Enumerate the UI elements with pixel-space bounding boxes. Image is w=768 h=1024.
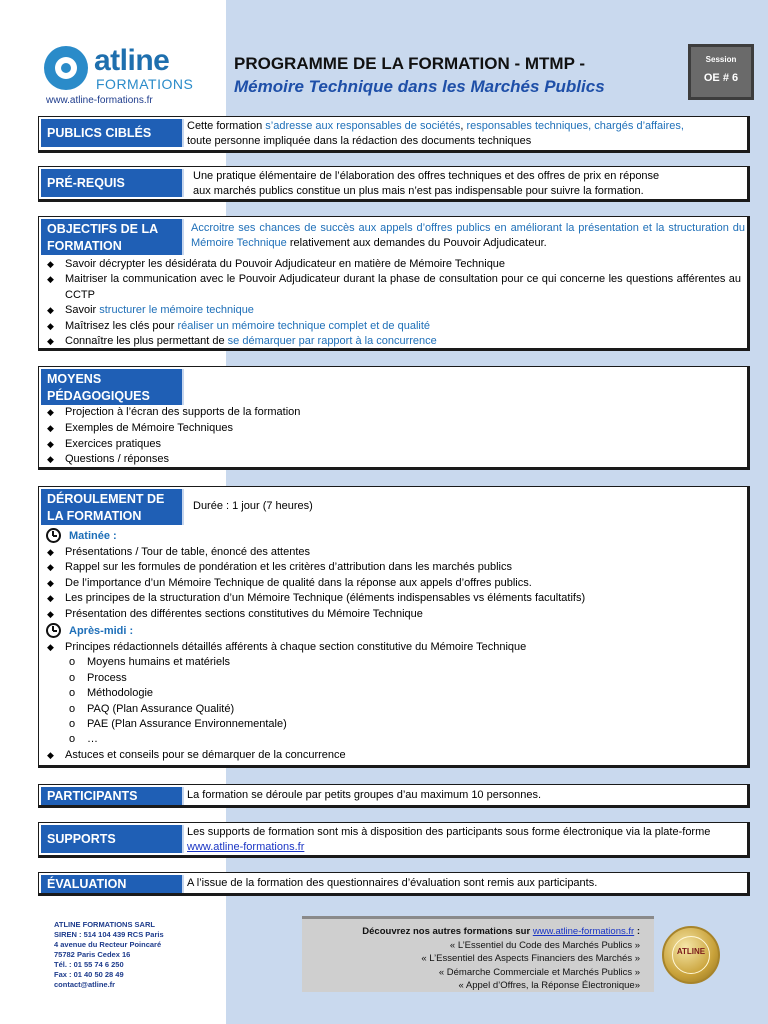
section-publics xyxy=(38,116,750,153)
section-label-moyens: MOYENS PÉDAGOGIQUES xyxy=(41,369,184,405)
deroulement-duree: Durée : 1 jour (7 heures) xyxy=(193,500,313,512)
list-item: ◆ Savoir décrypter les désidérata du Pouvoir Adjudicateur en matière de Mémoire Technique xyxy=(47,258,506,270)
footer-course-link[interactable]: « L’Essentiel des Aspects Financiers des Marchés » xyxy=(421,953,640,964)
list-item: ◆ Exercices pratiques xyxy=(47,437,161,450)
footer-course-link[interactable]: « L’Essentiel du Code des Marchés Publics » xyxy=(449,939,640,951)
sub-list-item: o Moyens humains et matériels xyxy=(69,656,231,669)
list-item: ◆ Présentation des différentes sections constitutives du Mémoire Technique xyxy=(47,607,423,620)
contact-email-link[interactable]: contact@atline.fr xyxy=(54,980,116,989)
supports-text: Les supports de formation sont mis à disposition des participants sous forme électronique via la plate-forme www.atline-formations.fr xyxy=(187,826,711,853)
section-label-prerequis: PRÉ-REQUIS xyxy=(41,169,184,197)
sub-list-item: o Méthodologie xyxy=(69,687,154,700)
site-url-link[interactable]: www.atline-formations.fr xyxy=(46,95,153,106)
list-item: ◆ Savoir structurer le mémoire technique xyxy=(47,304,254,317)
section-moyens xyxy=(38,366,750,470)
section-supports xyxy=(38,822,750,858)
section-label-supports: SUPPORTS xyxy=(41,825,184,853)
evaluation-text: A l’issue de la formation des questionnaires d’évaluation sont remis aux participants. xyxy=(187,877,598,889)
list-item: ◆ Les principes de la structuration d’un Mémoire Technique (éléments indispensables vs éléments facultatifs) xyxy=(47,592,586,605)
list-item: ◆ Maîtrisez les clés pour réaliser un mémoire technique complet et de qualité xyxy=(47,319,431,332)
section-label-publics: PUBLICS CIBLÉS xyxy=(41,119,184,147)
logo-mark-icon xyxy=(44,46,88,90)
session-code: OE # 6 xyxy=(703,72,739,84)
section-label-deroulement: DÉROULEMENT DE LA FORMATION xyxy=(41,489,184,525)
footer-discover: Découvrez nos autres formations sur www.atline-formations.fr : xyxy=(362,926,640,937)
footer-course-link[interactable]: « Démarche Commerciale et Marchés Publics » xyxy=(438,966,640,978)
section-label-participants: PARTICIPANTS xyxy=(41,787,184,805)
objectifs-list xyxy=(45,257,741,349)
list-item: ◆ Connaître les plus permettant de se démarquer par rapport à la concurrence xyxy=(47,335,437,348)
section-deroulement xyxy=(38,486,750,768)
supports-link[interactable]: www.atline-formations.fr xyxy=(187,841,305,853)
list-item: ◆ Astuces et conseils pour se démarquer de la concurrence xyxy=(47,748,346,761)
section-evaluation xyxy=(38,872,750,896)
prerequis-text: Une pratique élémentaire de l’élaboration des offres techniques et des offres de prix en réponse aux marchés publics constitue un plus mais n’est pas indispensable pour suivre la formation. xyxy=(193,170,660,197)
matinee-heading: Matinée : xyxy=(45,527,741,545)
clock-icon xyxy=(46,623,61,638)
list-item: ◆ Rappel sur les formules de pondération et les critères d’attribution dans les marchés publics xyxy=(47,561,512,574)
list-item: ◆ De l’importance d’un Mémoire Technique de qualité dans la réponse aux appels d’offres publics. xyxy=(47,576,532,589)
session-badge xyxy=(688,44,754,100)
session-label: Session xyxy=(705,55,737,64)
section-objectifs xyxy=(38,216,750,351)
list-item: ◆ Présentations / Tour de table, énoncé des attentes xyxy=(47,546,311,558)
section-label-evaluation: ÉVALUATION xyxy=(41,875,184,893)
participants-text: La formation se déroule par petits groupes d’au maximum 10 personnes. xyxy=(187,789,542,801)
list-item: ◆ Principes rédactionnels détaillés afférents à chaque section constitutive du Mémoire Technique xyxy=(47,641,527,654)
deroulement-list xyxy=(45,527,741,763)
logo-name: atline xyxy=(94,44,170,77)
section-label-objectifs: OBJECTIFS DE LA FORMATION xyxy=(41,219,184,255)
sub-list-item: o … xyxy=(69,733,98,746)
footer-course-link[interactable]: « Appel d’Offres, la Réponse Électronique» xyxy=(458,980,640,991)
list-item: ◆ Questions / réponses xyxy=(47,453,169,466)
sub-list-item: o PAQ (Plan Assurance Qualité) xyxy=(69,702,235,715)
footer-other-courses xyxy=(302,916,654,992)
list-item: ◆ Maitriser la communication avec le Pouvoir Adjudicateur durant la phase de consultation pour ce qui concerne les questions afférentes au CCTP xyxy=(47,273,741,301)
sub-list-item: o Process xyxy=(69,671,127,684)
moyens-list xyxy=(45,405,741,468)
apres-midi-heading: Après-midi : xyxy=(45,622,741,640)
section-prerequis xyxy=(38,166,750,202)
clock-icon xyxy=(46,528,61,543)
list-item: ◆ Exemples de Mémoire Techniques xyxy=(47,421,233,434)
publics-text: Cette formation s’adresse aux responsables de sociétés, responsables techniques, chargés d’affaires, toute personne impliquée dans la rédaction des documents techniques xyxy=(187,120,684,147)
objectifs-intro: Accroitre ses chances de succès aux appels d’offres publics en améliorant la présentation et la structuration du Mémoire Technique relativement aux demandes du Pouvoir Adjudicateur. xyxy=(191,222,745,249)
sub-list-item: o PAE (Plan Assurance Environnementale) xyxy=(69,718,287,731)
atline-logo xyxy=(44,44,194,96)
page-title: PROGRAMME DE LA FORMATION - MTMP - xyxy=(234,54,585,73)
list-item: ◆ Projection à l’écran des supports de la formation xyxy=(47,406,301,418)
quality-seal-icon: ATLINE xyxy=(662,926,720,984)
section-participants xyxy=(38,784,750,808)
footer-address: ATLINE FORMATIONS SARL SIREN : 514 104 439 RCS Paris 4 avenue du Recteur Poincaré 75782 Paris Cedex 16 Tél. : 01 55 74 6 250 Fax : 01 40 50 28 49 contact@atline.fr xyxy=(54,920,164,989)
footer-site-link[interactable]: www.atline-formations.fr xyxy=(532,926,635,937)
logo-sub: FORMATIONS xyxy=(96,76,194,92)
page-subtitle: Mémoire Technique dans les Marchés Publics xyxy=(234,77,605,96)
